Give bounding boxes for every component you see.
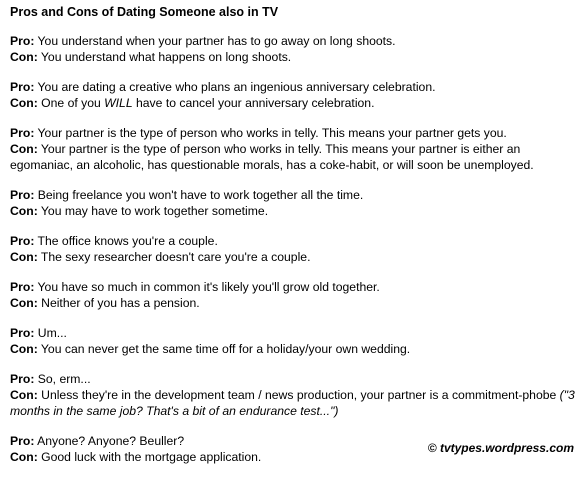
con-line xyxy=(10,49,576,65)
con-text-end: have to cancel your anniversary celebration. xyxy=(136,96,375,110)
pro-text: You have so much in common it's likely you'll grow old together. xyxy=(37,280,380,294)
pro-label: Pro: xyxy=(10,80,35,94)
con-text: Unless they're in the development team / news production, your partner is a commitment-phobe xyxy=(41,388,557,402)
pro-text: You are dating a creative who plans an ingenious anniversary celebration. xyxy=(37,80,436,94)
pro-label: Pro: xyxy=(10,188,35,202)
con-line xyxy=(10,341,576,357)
pro-label: Pro: xyxy=(10,372,35,386)
pro-line xyxy=(10,79,576,95)
con-line xyxy=(10,387,576,419)
pro-line xyxy=(10,33,576,49)
pro-line xyxy=(10,325,576,341)
con-label: Con: xyxy=(10,142,38,156)
pro-con-pair-8 xyxy=(10,371,576,419)
pro-text: You understand when your partner has to go away on long shoots. xyxy=(37,34,396,48)
document-body xyxy=(10,4,576,479)
con-line xyxy=(10,95,576,111)
pro-con-pair-5 xyxy=(10,233,576,265)
con-label: Con: xyxy=(10,204,38,218)
pro-text: Um... xyxy=(37,326,67,340)
page-title: Pros and Cons of Dating Someone also in TV xyxy=(10,5,279,19)
con-text: Neither of you has a pension. xyxy=(41,296,200,310)
pro-con-pair-2 xyxy=(10,79,576,111)
pro-con-pair-6 xyxy=(10,279,576,311)
con-text: You understand what happens on long shoots. xyxy=(40,50,292,64)
con-text: You can never get the same time off for a holiday/your own wedding. xyxy=(40,342,411,356)
pro-text: Your partner is the type of person who works in telly. This means your partner gets you. xyxy=(37,126,507,140)
pro-con-pair-1 xyxy=(10,33,576,65)
pro-label: Pro: xyxy=(10,34,35,48)
pro-line xyxy=(10,279,576,295)
pro-label: Pro: xyxy=(10,434,35,448)
pro-con-pair-3 xyxy=(10,125,576,173)
con-label: Con: xyxy=(10,96,38,110)
con-line xyxy=(10,203,576,219)
pro-con-pair-7 xyxy=(10,325,576,357)
con-line xyxy=(10,141,576,173)
con-text: Your partner is the type of person who works in telly. This means your partner is either an egomaniac, an alcoholic, has questionable morals, has a coke-habit, or will soon be unemployed. xyxy=(10,142,534,172)
con-label: Con: xyxy=(10,296,38,310)
con-text: You may have to work together sometime. xyxy=(40,204,269,218)
con-text: The sexy researcher doesn't care you're a couple. xyxy=(40,250,311,264)
con-text-start: One of you xyxy=(41,96,101,110)
con-text: Good luck with the mortgage application. xyxy=(41,450,262,464)
con-label: Con: xyxy=(10,388,38,402)
con-label: Con: xyxy=(10,250,38,264)
pro-line xyxy=(10,125,576,141)
pro-text: Being freelance you won't have to work together all the time. xyxy=(37,188,364,202)
copyright-footer: © tvtypes.wordpress.com xyxy=(427,441,574,455)
con-label: Con: xyxy=(10,50,38,64)
pro-line xyxy=(10,371,576,387)
con-line xyxy=(10,295,576,311)
pro-line xyxy=(10,233,576,249)
pro-label: Pro: xyxy=(10,126,35,140)
pro-text: The office knows you're a couple. xyxy=(37,234,218,248)
con-line xyxy=(10,249,576,265)
pro-label: Pro: xyxy=(10,234,35,248)
con-label: Con: xyxy=(10,450,38,464)
pro-label: Pro: xyxy=(10,326,35,340)
con-emphasis: WILL xyxy=(104,96,133,110)
con-label: Con: xyxy=(10,342,38,356)
pro-text: So, erm... xyxy=(37,372,91,386)
con-quote: ("3 months in the same job? That's a bit of an endurance test...") xyxy=(10,388,575,418)
pro-label: Pro: xyxy=(10,280,35,294)
pro-line xyxy=(10,187,576,203)
pro-text: Anyone? Anyone? Beuller? xyxy=(37,434,185,448)
pro-con-pair-4 xyxy=(10,187,576,219)
